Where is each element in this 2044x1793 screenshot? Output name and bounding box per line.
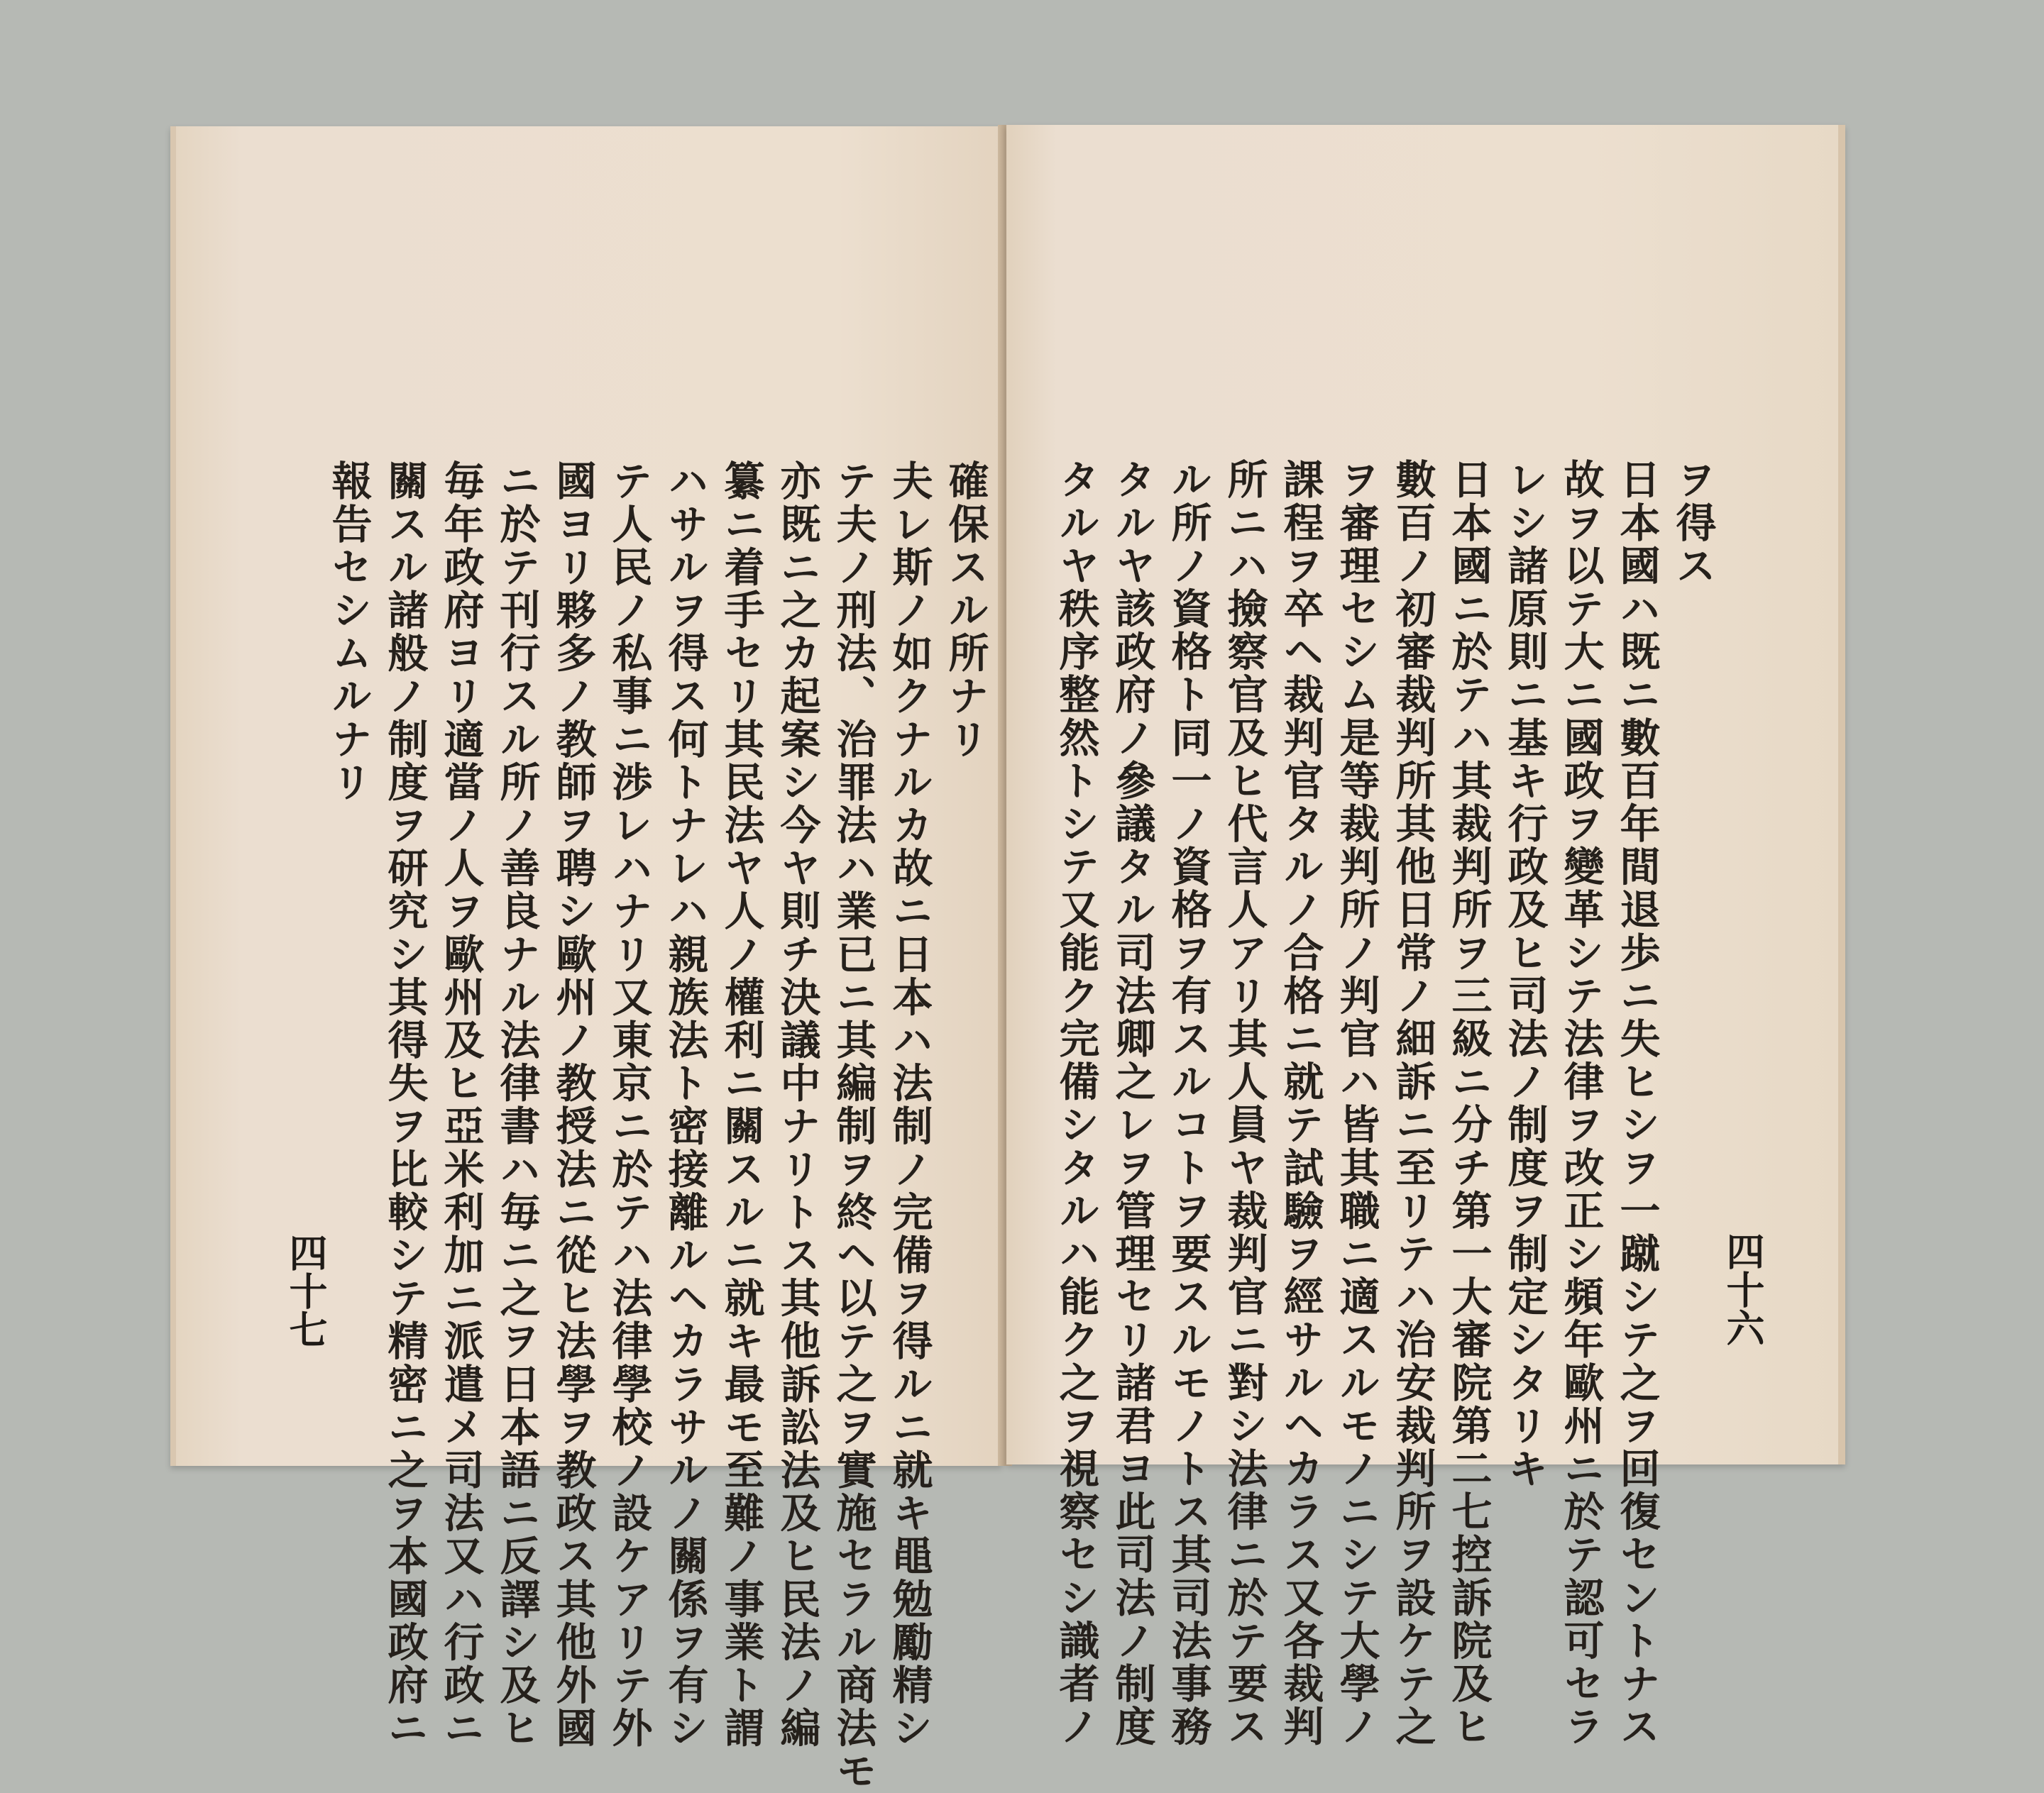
text-column: ル所ノ資格ト同一ノ資格ヲ有スルコトヲ要スルモノトス其司法事務 [1165,458,1212,1748]
text-column: 日本國ハ既ニ數百年間退歩ニ失ヒシヲ一蹴シテ之ヲ回復セントナス [1613,458,1661,1748]
text-column: 關スル諸般ノ制度ヲ研究シ其得失ヲ比較シテ精密ニ之ヲ本國政府ニ [381,460,429,1750]
text-column: ヲ審理セシム是等裁判所ノ判官ハ皆其職ニ適スルモノニシテ大學ノ [1333,458,1380,1748]
text-column: ニ於テ刊行スル所ノ善良ナル法律書ハ毎ニ之ヲ日本語ニ反譯シ及ヒ [493,460,541,1750]
right-page-text [1049,458,1717,1748]
text-column: テ夫ノ刑法、治罪法ハ業已ニ其編制ヲ終ヘ以テ之ヲ實施セラル商法モ [830,460,877,1793]
text-column: 確保スル所ナリ [942,460,989,761]
text-column: 夫レ斯ノ如クナルカ故ニ日本ハ法制ノ完備ヲ得ルニ就キ黽勉勵精シ [886,460,933,1750]
text-column: 故ヲ以テ大ニ國政ヲ變革シテ法律ヲ改正シ頻年歐州ニ於テ認可セラ [1557,458,1605,1748]
text-column: タルヤ該政府ノ參議タル司法卿之レヲ管理セリ諸君ヨ此司法ノ制度 [1109,458,1156,1748]
text-column: 亦既ニ之カ起案シ今ヤ則チ決議中ナリトス其他訴訟法及ヒ民法ノ編 [774,460,821,1750]
left-page-text [322,460,989,1793]
right-page [1006,125,1845,1748]
page-number: 四十七 [283,1233,329,1348]
text-column: ヲ得ス [1669,458,1717,587]
text-column: タルヤ秩序整然トシテ又能ク完備シタルハ能ク之ヲ視察セシ識者ノ [1053,458,1100,1748]
text-column: ハサルヲ得ス何トナレハ親族法ト密接離ルヘカラサルノ關係ヲ有シ [661,460,709,1750]
text-column: 日本國ニ於テハ其裁判所ヲ三級ニ分チ第一大審院第二七控訴院及ヒ [1445,458,1493,1748]
text-column: 國ヨリ夥多ノ教師ヲ聘シ歐州ノ教授法ニ從ヒ法學ヲ教政ス其他外國 [549,460,597,1750]
text-column: テ人民ノ私事ニ渉レハナリ又東京ニ於テハ法律學校ノ設ケアリテ外 [605,460,653,1750]
text-column: レシ諸原則ニ基キ行政及ヒ司法ノ制度ヲ制定シタリキ [1501,458,1549,1491]
text-column: 毎年政府ヨリ適當ノ人ヲ歐州及ヒ亞米利加ニ派遣メ司法又ハ行政ニ [437,460,485,1750]
page-number: 四十六 [1720,1232,1766,1347]
text-column: 數百ノ初審裁判所其他日常ノ細訴ニ至リテハ治安裁判所ヲ設ケテ之 [1389,458,1436,1748]
text-column: 纂ニ着手セリ其民法ヤ人ノ權利ニ關スルニ就キ最モ至難ノ事業ト謂 [718,460,765,1750]
text-column: 報告セシムルナリ [325,460,373,804]
text-column: 課程ヲ卒ヘ裁判官タルノ合格ニ就テ試驗ヲ經サルヘカラス又各裁判 [1277,458,1324,1748]
left-page [170,126,1002,1793]
text-column: 所ニハ撿察官及ヒ代言人アリ其人員ヤ裁判官ニ對シ法律ニ於テ要ス [1221,458,1268,1748]
